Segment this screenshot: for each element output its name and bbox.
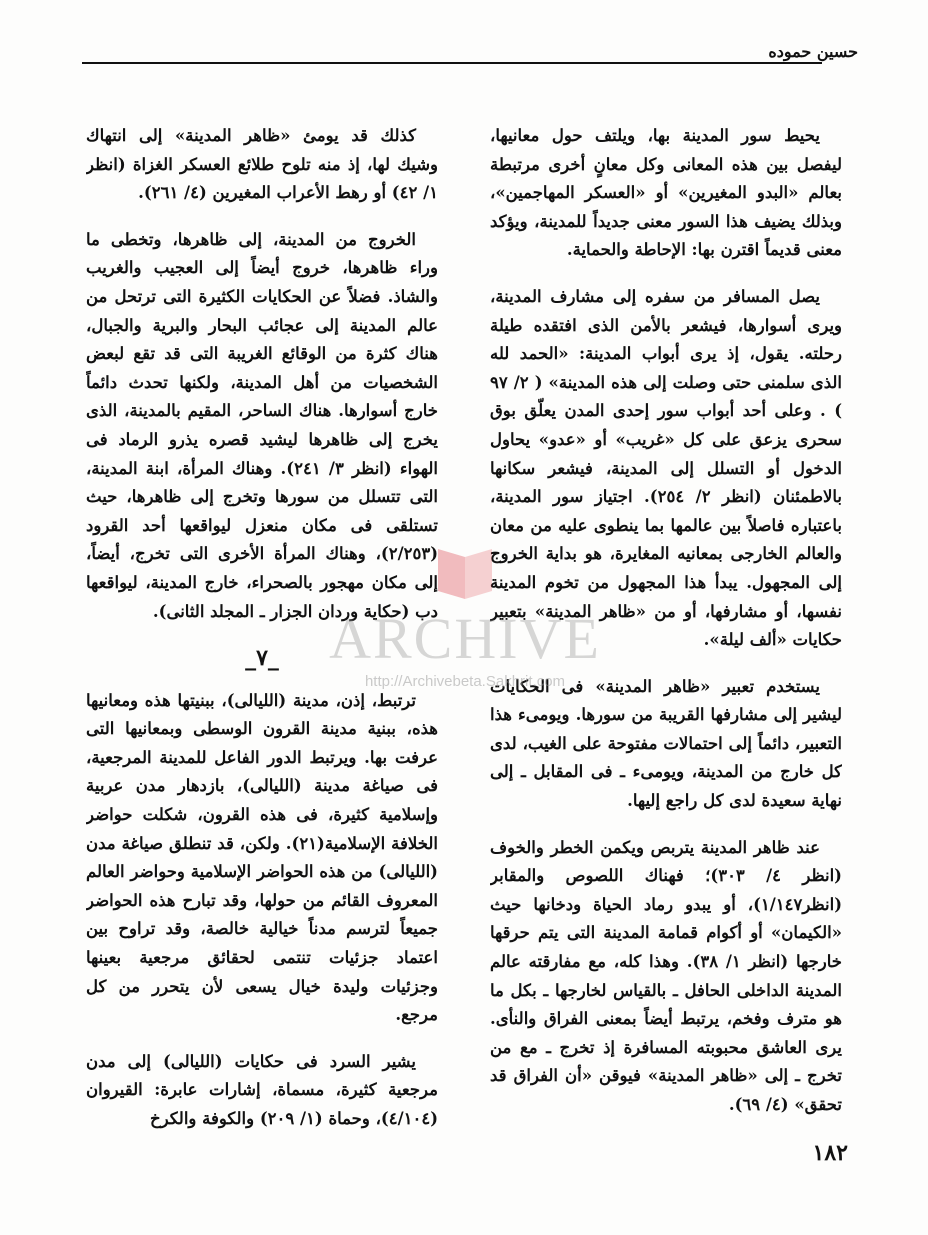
paragraph: عند ظاهر المدينة يتربص ويكمن الخطر والخوف (انظر ٤/ ٣٠٣)؛ فهناك اللصوص والمقابر (انظر١/١٤٧)، أو يبدو رماد الحياة ودخانها حيث «الكيمان» أو أكوام قمامة المدينة التى يتم حرقها خارجها (انظر ١/ ٣٨). وهذا كله، مع مفارقته عالم المدينة الداخلى الحافل ـ بالقياس لخارجها ـ بكل ما هو مترف وفخم، يرتبط أيضاً بمعنى الفراق والنأى. يرى العاشق محبوبته المسافرة إذ تخرج ـ مع من تخرج ـ إلى «ظاهر المدينة» فيوقن «أن الفراق قد تحقق» (٤/ ٦٩).: [490, 837, 842, 1114]
paragraph: يستخدم تعبير «ظاهر المدينة» فى الحكايات ليشير إلى مشارفها القريبة من سورها. ويومىء هذا التعبير، دائماً إلى احتمالات مفتوحة على الغيب، لدى كل خارج من المدينة، ويومىء ـ فى المقابل ـ إلى نهاية سعيدة لدى كل راجع إليها.: [490, 676, 842, 811]
paragraph: يشير السرد فى حكايات (الليالى) إلى مدن مرجعية كثيرة، مسماة، إشارات عابرة: القيروان (٤/١٠٤)، وحماة (١/ ٢٠٩) والكوفة والكرخ: [86, 1051, 438, 1128]
text-column-right: [490, 122, 842, 1132]
paragraph: يصل المسافر من سفره إلى مشارف المدينة، ويرى أسوارها، فيشعر بالأمن الذى افتقده طيلة رحلته. يقول، إذ يرى أبواب المدينة: «الحمد لله الذى سلمنى حتى وصلت إلى هذه المدينة» ( ٢/ ٩٧ ) . وعلى أحد أبواب سور إحدى المدن يعلّق بوق سحرى يزعق على كل «غريب» أو «عدو» يحاول الدخول أو التسلل إلى المدينة، فيشعر سكانها بالاطمئنان (انظر ٢/ ٢٥٤). اجتياز سور المدينة، باعتباره فاصلاً بين عالمها بما ينطوى عليه من معان والعالم الخارجى بمعانيه المغايرة، هو بداية الخروج إلى المجهول. يبدأ هذا المجهول من تخوم المدينة نفسها، أو مشارفها، أو من «ظاهر المدينة» بتعبير حكايات «ألف ليلة».: [490, 286, 842, 650]
header-rule: [82, 62, 822, 64]
section-number: _٧_: [245, 645, 279, 672]
paragraph: يحيط سور المدينة بها، ويلتف حول معانيها، ليفصل بين هذه المعانى وكل معانٍ أخرى مرتبطة بعالم «البدو المغيرين» أو «العسكر المهاجمين»، وبذلك يضيف هذا السور معنى جديداً للمدينة، ويؤكد معنى قديماً اقترن بها: الإحاطة والحماية.: [490, 126, 842, 260]
logo-right-page: [465, 549, 492, 599]
paragraph: الخروج من المدينة، إلى ظاهرها، وتخطى ما وراء ظاهرها، خروج أيضاً إلى العجيب والغريب والشاذ. فضلاً عن الحكايات الكثيرة التى ترتحل من عالم المدينة إلى عجائب البحار والبرية والجبال، هناك كثرة من الوقائع الغريبة التى قد تقع لبعض الشخصيات من أهل المدينة، ولكنها تحدث دائماً خارج أسوارها. هناك الساحر، المقيم بالمدينة، الذى يخرج إلى ظاهرها ليشيد قصره يذرو الرماد فى الهواء (انظر ٣/ ٢٤١). وهناك المرأة، ابنة المدينة، التى تتسلل من سورها وتخرج إلى ظاهرها، حيث تستلقى فى مكان منعزل ليواقعها أحد القرود (٢/٢٥٣)، وهناك المرأة الأخرى التى تخرج، أيضاً، إلى مكان مهجور بالصحراء، خارج المدينة، ليواقعها دب (حكاية وردان الجزار ـ المجلد الثانى).: [86, 229, 438, 621]
logo-left-page: [438, 549, 465, 599]
watermark-url: http://Archivebeta.Sakhrit.com: [364, 673, 566, 690]
running-header-author: حسين حموده: [768, 42, 858, 61]
watermark-title: ARCHIVE: [329, 606, 601, 671]
text-column-left: [86, 122, 438, 1132]
paragraph: كذلك قد يومئ «ظاهر المدينة» إلى انتهاك وشيك لها، إذ منه تلوح طلائع العسكر الغزاة (انظر ١/ ٤٢) أو رهط الأعراب المغيرين (٤/ ٢٦١).: [86, 126, 438, 203]
paragraph: ترتبط، إذن، مدينة (الليالى)، ببنيتها هذه ومعانيها هذه، ببنية مدينة القرون الوسطى وبمعانيها التى عرفت بها. ويرتبط الدور الفاعل للمدينة المرجعية، فى صياغة مدينة (الليالى)، بازدهار مدن عربية وإسلامية كثيرة، فى هذه القرون، شكلت حواضر الخلافة الإسلامية(٢١). ولكن، قد تنطلق صياغة مدن (الليالى) من هذه الحواضر الإسلامية وحواضر العالم المعروف القائم من حولها، وقد تبارح هذه الحواضر جميعاً لترسم مدناً خيالية خالصة، وقد تراوح بين اعتماد جزئيات تنتمى لحقائق مرجعية بعينها وجزئيات وليدة خيال يسعى لأن يتحرر من كل مرجع.: [86, 690, 438, 1025]
page-number: ١٨٢: [812, 1140, 848, 1166]
